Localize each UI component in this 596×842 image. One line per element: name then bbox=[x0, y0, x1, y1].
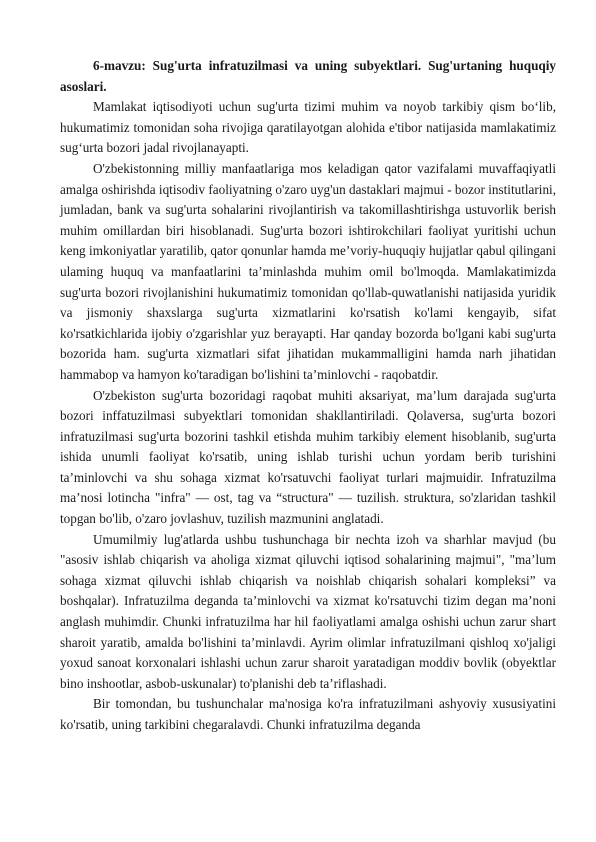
paragraph-4: Umumilmiy lug'atlarda ushbu tushunchaga bir nechta izoh va sharhlar mavjud (bu "asosiv ishlab chiqarish va aholiga xizmat qiluvchi iqtisod sohalarining majmui", "ma’lum sohaga xizmat qiluvchi ishlab chiqarish va noishlab chiqarish sohalari kompleksi” va boshqalar). Infratuzilma deganda ta’minlovchi va xizmat ko'rsatuvchi tizim degan ma’noni anglash muhimdir. Chunki infratuzilma har hil faoliyatlami amalga oshishi uchun zarur shart sharoit yaratib, amalda bo'lishini ta’minlavdi. Ayrim olimlar infratuzilmani qishloq xo'jaligi yoxud sanoat korxonalari ishlashi uchun zarur sharoit yaratadigan moddiv bovlik (obyektlar bino inshootlar, asbob-uskunalar) to'planishi deb ta’riflashadi. bbox=[60, 531, 556, 691]
document-page bbox=[60, 56, 556, 736]
paragraph-1: Mamlakat iqtisodiyoti uchun sug'urta tizimi muhim va noyob tarkibiy qism bo‘lib, hukumatimiz tomonidan soha rivojiga qaratilayotgan alohida e'tibor natijasida mamlakatimiz sug‘urta bozori jadal rivojlanayapti. bbox=[60, 99, 556, 156]
paragraph-2: O'zbekistonning milliy manfaatlariga mos keladigan qator vazifalami muvaffaqiyatli amalga oshirishda iqtisodiv faoliyatning o'zaro uyg'un dastaklari majmui - bozor institutlarini, jumladan, bank va sug'urta sohalarini rivojlantirish va takomillashtirishga ustuvorlik berish muhim omillardan biri hisoblanadi. Sug'urta bozori ishtirokchilari faoliyat yuritishi uchun keng imkoniyatlar yaratilib, qator qonunlar hamda me’voriy-huquqiy hujjatlar qabul qilingani ulaming huquq va manfaatlarini ta’minlashda muhim omil bo'lmoqda. Mamlakatimizda sug'urta bozori rivojlanishini hukumatimiz tomonidan qo'llab-quwatlanishi natijasida yuridik va jismoniy shaxslarga sug'urta xizmatlarini ko'rsatish ko'lami kengayib, sifat ko'rsatkichlarida ijobiy o'zgarishlar yuz berayapti. Har qanday bozorda bo'lgani kabi sug'urta bozorida ham. sug'urta xizmatlari sifat jihatidan mukammalligini hamda narh jihatidan hammabop va hamyon ko'taradigan bo'lishini ta’minlovchi - raqobatdir. bbox=[60, 160, 556, 382]
section-heading: 6-mavzu: Sug'urta infratuzilmasi va uning subyektlari. Sug'urtaning huquqiy asoslari. bbox=[60, 58, 556, 94]
paragraph-5: Bir tomondan, bu tushunchalar ma'nosiga ko'ra infratuzilmani ashyoviy xususiyatini ko'rsatib, uning tarkibini chegaralavdi. Chunki infratuzilma deganda bbox=[60, 696, 556, 732]
paragraph-3: O'zbekiston sug'urta bozoridagi raqobat muhiti aksariyat, ma’lum darajada sug'urta bozori inffatuzilmasi subyektlari tomonidan shakllantiriladi. Qolaversa, sug'urta bozori infratuzilmasi sug'urta bozorini tashkil etishda muhim tarkibiy element hisoblanib, sug'urta ishida unumli faoliyat ko'rsatib, uning ishlab turishi uchun yordam berib turishini ta’minlovchi va shu sohaga xizmat ko'rsatuvchi faoliyat turlari majmuidir. Infratuzilma ma’nosi lotincha "infra" — ost, tag va “structura" — tuzilish. struktura, so'zlaridan tashkil topgan bo'lib, o'zaro jovlashuv, tuzilish mazmunini anglatadi. bbox=[60, 387, 556, 527]
